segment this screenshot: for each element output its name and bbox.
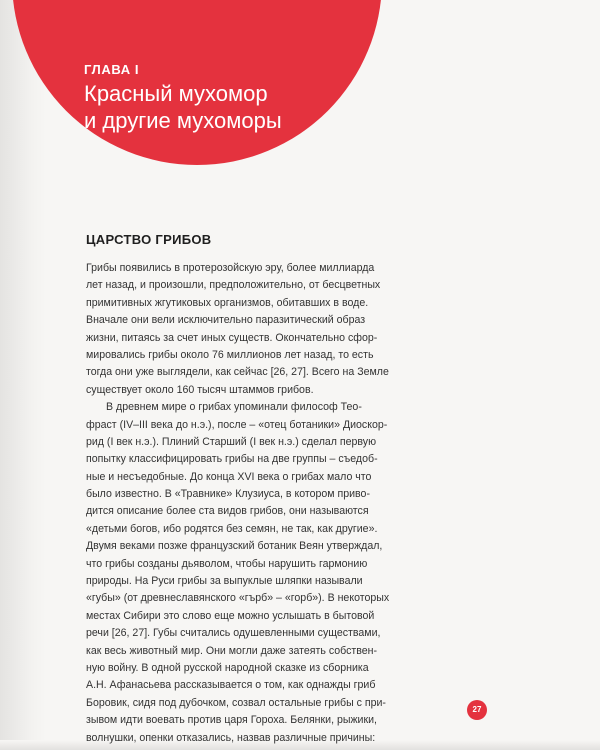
page-edge-shadow <box>0 0 46 750</box>
chapter-title-line-2: и другие мухоморы <box>84 108 282 133</box>
text-line: ную войну. В одной русской народной сказке из сборника <box>86 661 369 674</box>
text-line: «детьми богов, ибо родятся без семян, не так, как другие». <box>86 522 378 535</box>
body-text <box>86 260 396 747</box>
text-line: А.Н. Афанасьева рассказывается о том, как однажды гриб <box>86 679 376 692</box>
text-line: существует около 160 тысяч штаммов грибов. <box>86 383 314 396</box>
text-line: как весь животный мир. Они могли даже затеять собствен- <box>86 644 377 657</box>
chapter-title-line-1: Красный мухомор <box>84 81 268 106</box>
chapter-label: ГЛАВА I <box>84 62 140 77</box>
text-line: Грибы появились в протерозойскую эру, более миллиарда <box>86 262 375 274</box>
text-line: волнушки, опенки отказались, назвав различные причины: <box>86 731 376 744</box>
text-line: жизни, питаясь за счет иных существ. Окончательно сфор- <box>86 331 378 344</box>
text-line: Двумя веками позже французский ботаник Веян утверждал, <box>86 540 383 553</box>
text-line: лет назад, и произошли, предположительно, от бесцветных <box>86 279 381 292</box>
text-line: «губы» (от древнеславянского «гърб» – «горб»). В некоторых <box>86 592 390 605</box>
section-heading: ЦАРСТВО ГРИБОВ <box>86 232 212 247</box>
text-line: было известно. В «Травнике» Клузиуса, в котором приво- <box>86 488 370 501</box>
text-line: Вначале они вели исключительно паразитический образ <box>86 314 366 327</box>
text-line: рид (I век н.э.). Плиний Старший (I век н.э.) сделал первую <box>86 435 377 448</box>
text-line: тогда они уже выглядели, как сейчас [26, 27]. Всего на Земле <box>86 366 389 379</box>
text-line: что грибы созданы дьяволом, чтобы нарушить гармонию <box>86 557 368 570</box>
page-number-badge: 27 <box>467 700 487 720</box>
text-line: местах Сибири это слово еще можно услышать в бытовой <box>86 609 375 622</box>
text-line: попытку классифицировать грибы на две группы – съедоб- <box>86 453 378 466</box>
text-line: фраст (IV–III века до н.э.), после – «отец ботаники» Диоскор- <box>86 418 388 431</box>
text-line: мировались грибы около 76 миллионов лет назад, то есть <box>86 348 374 361</box>
text-line: ные и несъедобные. До конца XVI века о грибах мало что <box>86 470 372 483</box>
chapter-title <box>84 80 282 134</box>
text-line: зывом идти воевать против царя Гороха. Белянки, рыжики, <box>86 714 377 727</box>
text-line: речи [26, 27]. Губы считались одушевленными существами, <box>86 627 381 640</box>
text-line: природы. На Руси грибы за выпуклые шляпки называли <box>86 575 363 588</box>
text-line: примитивных жгутиковых организмов, обитавших в воде. <box>86 296 369 309</box>
text-line: Боровик, сидя под дубочком, созвал остальные грибы с при- <box>86 696 386 709</box>
text-line: дится описание более ста видов грибов, они называются <box>86 505 369 518</box>
text-line-paragraph-start: В древнем мире о грибах упоминали философ Тео- <box>106 401 362 414</box>
